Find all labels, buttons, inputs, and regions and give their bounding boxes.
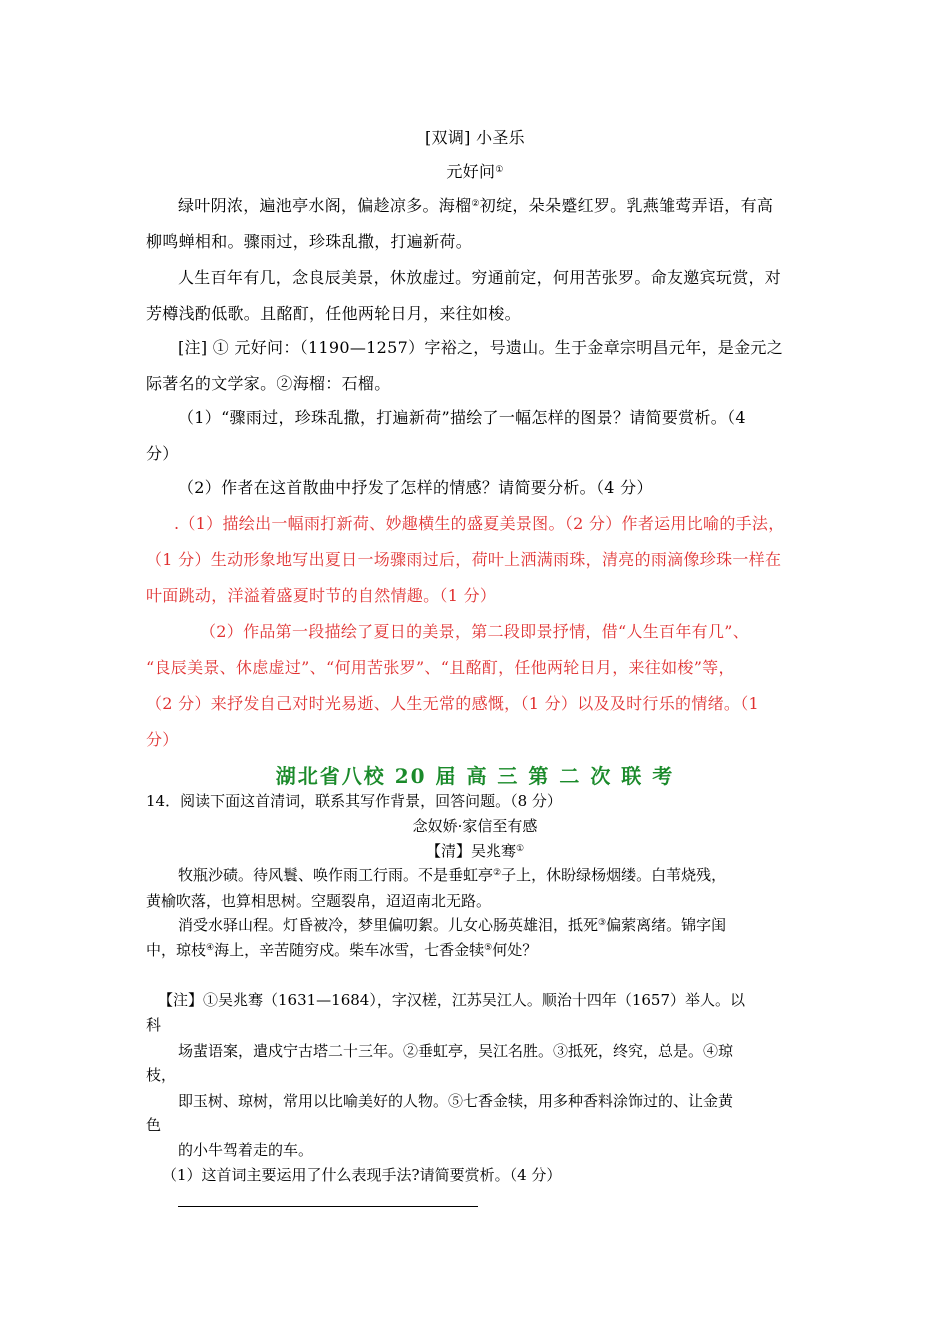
text: 偏萦离绪。锦字闺 [606,916,727,934]
stanza2-line2: 芳樽浅酌低歌。且酩酊，任他两轮日月，来往如梭。 [146,304,521,323]
poem2-line2: 黄榆吹落，也算相思树。空题裂帛，迢迢南北无路。 [146,892,492,910]
note2-line4: 枝， [146,1066,177,1084]
footnote-mark: ④ [206,943,215,953]
note-line1: [注] ① 元好问：（1190—1257）字裕之，号遗山。生于金章宗明昌元年，是金元之 [178,338,783,357]
question2: （2）作者在这首散曲中抒发了怎样的情感？请简要分析。（4 分） [178,478,653,497]
text: 何处？ [492,941,538,959]
note2-line7: 的小牛驾着走的车。 [178,1141,314,1159]
note2-line6: 色 [146,1116,162,1134]
answer-blank-line [178,1206,478,1207]
text: 初绽，朵朵蹙红罗。乳燕雏莺弄语，有高 [479,196,774,215]
stanza1-line1 [178,196,773,216]
footnote-mark: ⑤ [484,943,493,953]
note2-line1: 【注】①吴兆骞（1631—1684），字汉槎，江苏吴江人。顺治十四年（1657）举人。以 [158,991,746,1009]
poem2-title: 念奴娇·家信至有感 [412,817,538,835]
question14: 14．阅读下面这首清词，联系其写作背景，回答问题。（8 分） [146,792,562,810]
poem-author [0,162,950,182]
answer1-line2: （1 分）生动形象地写出夏日一场骤雨过后，荷叶上洒满雨珠，清亮的雨滴像珍珠一样在 [146,550,782,569]
poem2-line3 [178,916,726,935]
text: 绿叶阴浓，遍池亭水阁，偏趁凉多。海榴 [178,196,472,215]
text: 子上，休盼绿杨烟缕。白苇烧残， [501,866,727,884]
poem2-line4 [146,941,537,960]
answer1-line1: .（1）描绘出一幅雨打新荷、妙趣横生的盛夏美景图。（2 分）作者运用比喻的手法， [174,514,785,533]
note2-line3: 场蜚语案，遣戍宁古塔二十三年。②垂虹亭，吴江名胜。③抵死，终究，总是。④琼 [178,1042,734,1060]
poem2-line1 [178,866,726,885]
note2-line2: 科 [146,1016,162,1034]
answer2-line1: （2）作品第一段描绘了夏日的美景，第二段即景抒情，借“人生百年有几”、 [200,622,750,641]
text: 中，琼枝 [146,941,207,959]
poem-title: [双调] 小圣乐 [425,128,525,147]
section-heading: 湖北省八校 20 届 高 三 第 二 次 联 考 [275,764,675,788]
stanza1-line2: 柳鸣蝉相和。骤雨过，珍珠乱撒，打遍新荷。 [146,232,473,251]
text: 消受水驿山程。灯昏被冷，梦里偏叨絮。儿女心肠英雄泪，抵死 [178,916,599,934]
question1-line2: 分） [146,444,179,463]
footnote-mark: ② [471,199,480,209]
stanza2-line1: 人生百年有几，念良辰美景，休放虚过。穷通前定，何用苦张罗。命友邀宾玩赏，对 [178,268,782,287]
footnote-mark: ① [495,165,504,175]
note-line2: 际著名的文学家。②海榴：石榴。 [146,374,391,393]
footnote-mark: ③ [598,918,607,928]
text: 牧瓶沙碛。待风鬟、唤作雨工行雨。不是垂虹亭 [178,866,494,884]
text: 海上，辛苦随穷戍。柴车冰雪，七香金犊 [214,941,485,959]
footnote-mark: ① [515,844,525,854]
note2-line5: 即玉树、琼树，常用以比喻美好的人物。⑤七香金犊，用多种香料涂饰过的、让金黄 [178,1092,734,1110]
subquestion1: （1）这首词主要运用了什么表现手法?请简要赏析。（4 分） [162,1166,562,1184]
author-name: 【清】吴兆骞 [425,842,516,860]
footnote-mark: ② [493,868,502,878]
answer2-line3: （2 分）来抒发自己对时光易逝、人生无常的感慨，（1 分）以及及时行乐的情绪。（1 [146,694,760,713]
question1-line1: （1）“骤雨过，珍珠乱撒，打遍新荷”描绘了一幅怎样的图景？请简要赏析。（4 [178,408,746,427]
author-name: 元好问 [446,162,496,181]
answer2-line4: 分） [146,730,179,749]
answer1-line3: 叶面跳动，洋溢着盛夏时节的自然情趣。（1 分） [146,586,497,605]
answer2-line2: “良辰美景、休虑虚过”、“何用苦张罗”、“且酩酊，任他两轮日月，来往如梭”等， [146,658,735,677]
poem2-author [0,842,950,861]
